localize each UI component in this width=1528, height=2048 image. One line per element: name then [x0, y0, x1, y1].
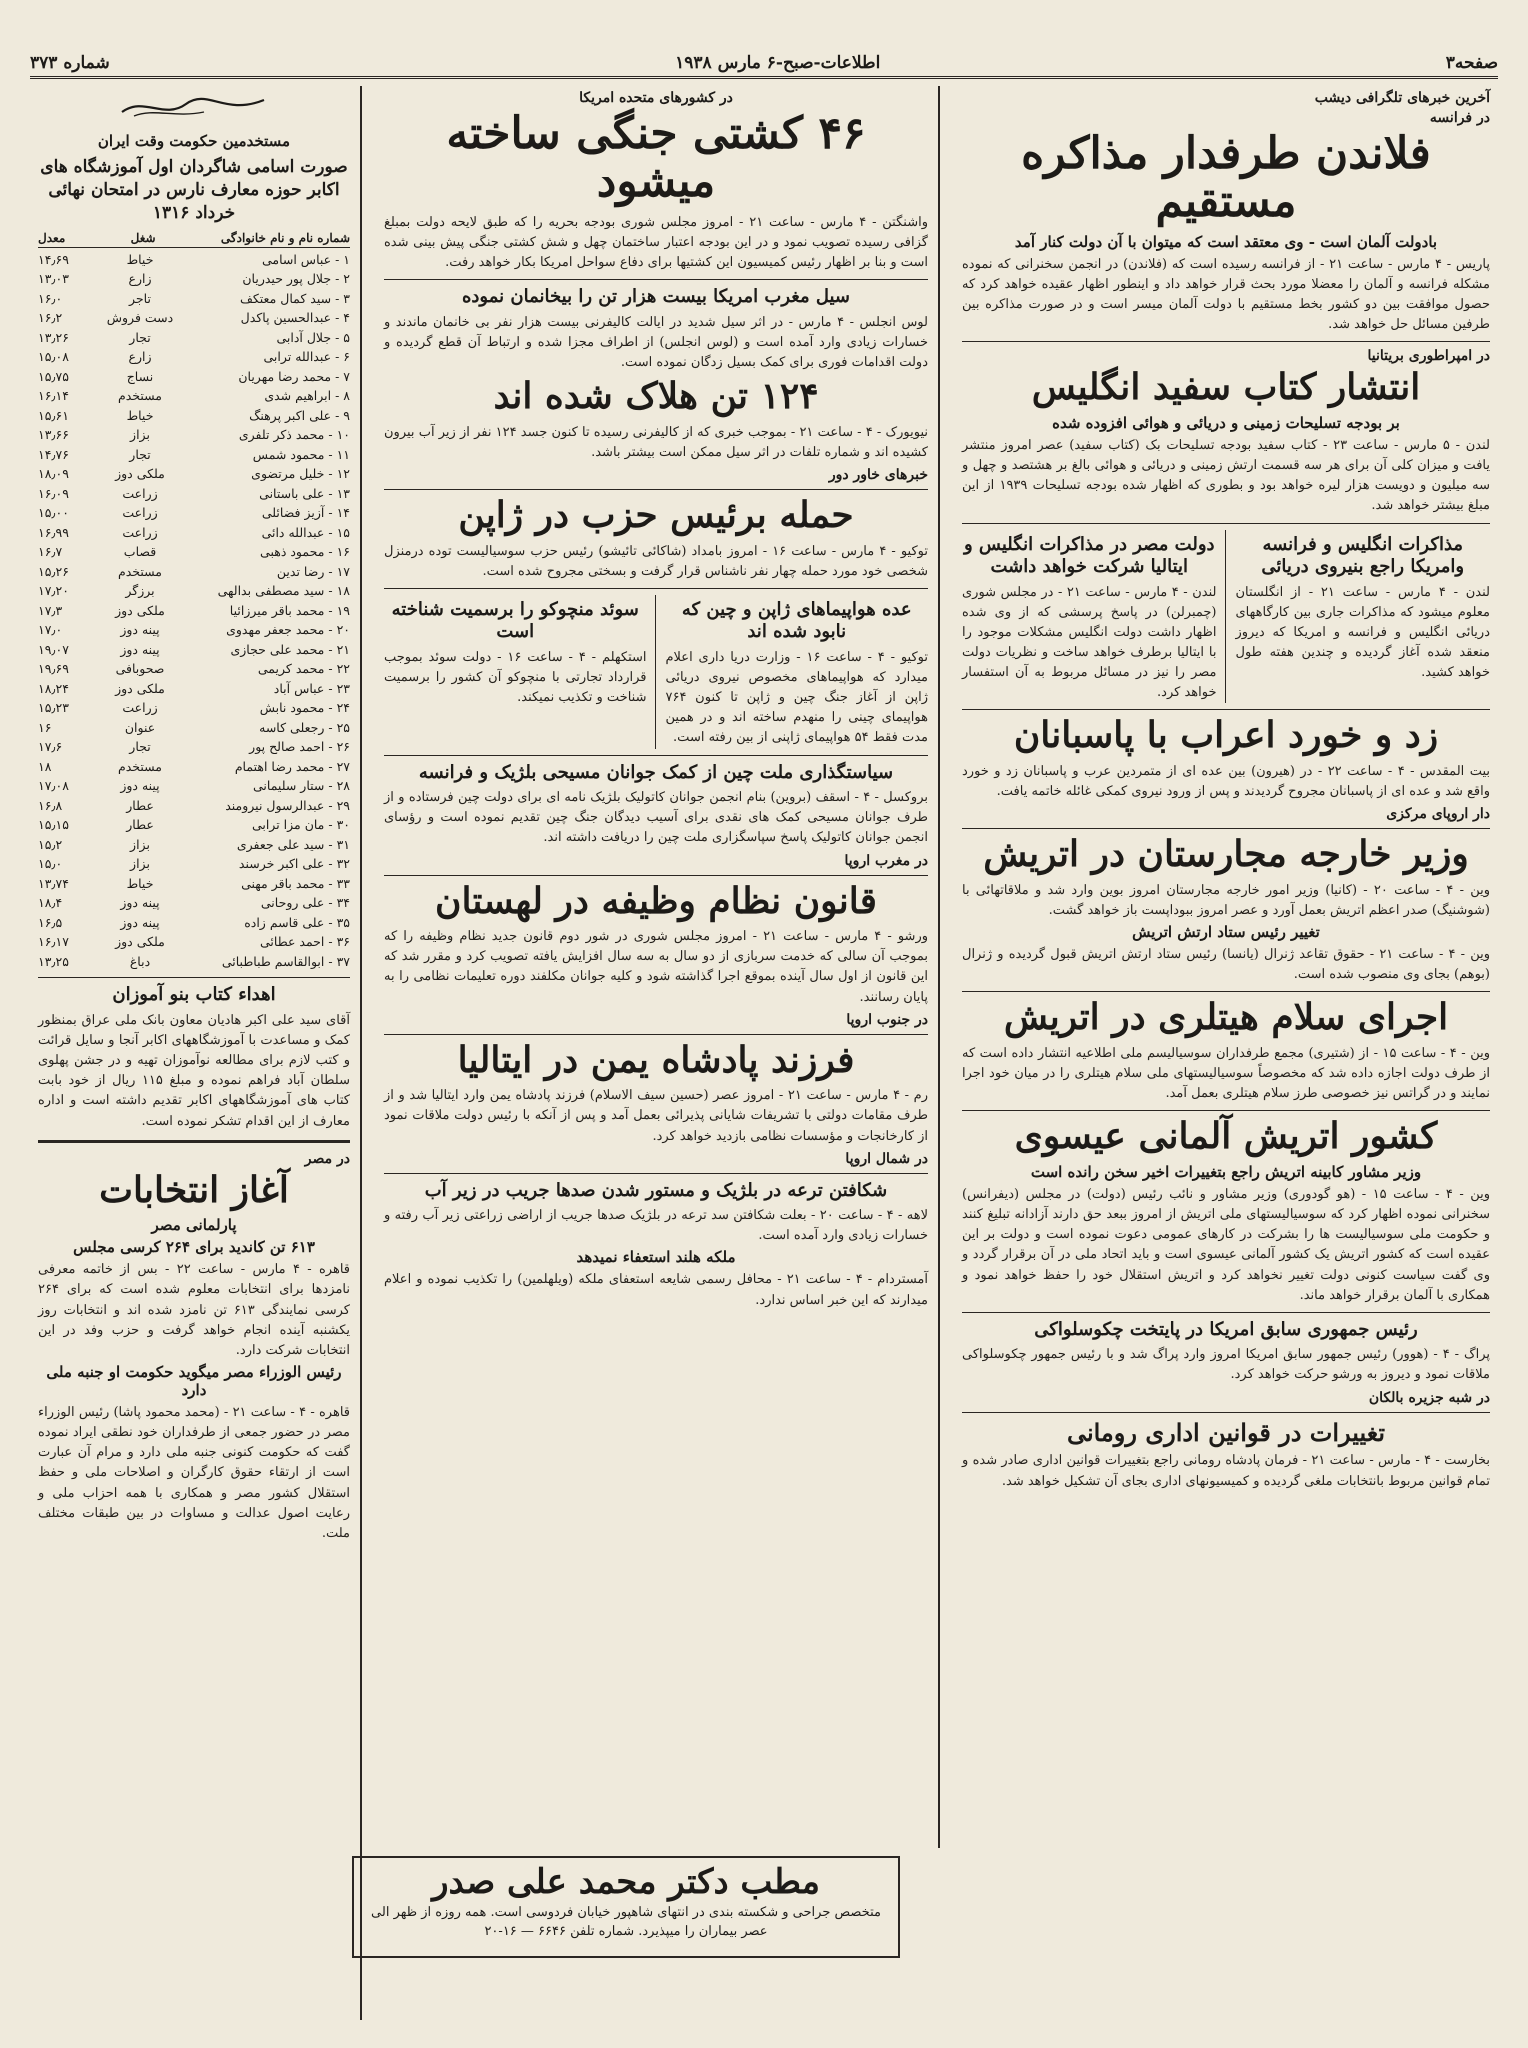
divider — [38, 1140, 350, 1143]
article-124-dead: نیویورک - ۴ - ساعت ۲۱ - بموجب خبری که از کالیفرنی رسیده تا کنون جسد ۱۲۴ نفر از زیر آب بیرون کشیده اند و شماره تلفات در اثر سیل ممکن است بیشتر باشد. — [384, 424, 928, 460]
article-hungary-minister: وین - ۴ - ساعت ۲۰ - (کانیا) وزیر امور خارجه مجارستان امروز بوین وارد شد و ملاقاتهائی با (شوشنیگ) صدر اعظم اتریش بعمل آورد و عصر امروز ببوداپست باز خواهد گشت. — [962, 882, 1490, 918]
roster-job: زراعت — [122, 505, 158, 521]
roster-job: پینه دوز — [120, 895, 160, 911]
divider — [384, 279, 928, 280]
divider — [962, 341, 1490, 342]
roster-name: ۲۹ - عبدالرسول نیرومند — [225, 797, 350, 813]
section-tag-west-europe: در مغرب اروپا — [844, 852, 928, 869]
roster-row — [38, 562, 350, 582]
section-tag-usa: در کشورهای متحده امریکا — [579, 90, 733, 106]
roster-job: خیاط — [126, 875, 154, 891]
roster-job: ملکی دوز — [115, 934, 165, 950]
section-tag-britain: در امپراطوری بریتانیا — [1367, 348, 1490, 365]
roster-row — [38, 542, 350, 562]
roster-score: ۱۹٫۰۷ — [38, 641, 69, 657]
roster-name: ۳ - سید کمال معتکف — [239, 290, 350, 306]
roster-name: ۲۶ - احمد صالح پور — [249, 739, 350, 755]
divider — [384, 1173, 928, 1174]
headline-aircraft-losses: عده هواپیماهای ژاپن و چین که نابود شده اند — [681, 598, 912, 643]
section-tag-balkans: در شبه جزیره بالکان — [1368, 1389, 1490, 1406]
aircraft-row — [384, 595, 928, 749]
roster-name: ۲۵ - رجعلی کاسه — [259, 719, 350, 735]
roster-job: تجار — [129, 329, 151, 345]
middle-column — [374, 86, 940, 1848]
roster-row — [38, 523, 350, 543]
roster-score: ۱۸٫۰۹ — [38, 466, 69, 482]
subhead-egypt-parliament: پارلمانی مصر — [151, 1216, 237, 1235]
roster-job: دست فروش — [106, 310, 174, 326]
divider — [962, 991, 1490, 992]
roster-job: زارع — [128, 349, 152, 365]
headline-124-dead: ۱۲۴ تن هلاک شده اند — [493, 375, 819, 418]
roster-row — [38, 737, 350, 757]
article-dutch-queen: آمستردام - ۴ - ساعت ۲۱ - محافل رسمی شایعه استعفای ملکه (ویلهلمین) را تکذیب نموده و اعلام میدارند که این خبر اساس ندارد. — [384, 1272, 928, 1308]
roster-job: خیاط — [126, 251, 154, 267]
roster-name: ۱۶ - محمود ذهبی — [260, 544, 350, 560]
roster-header-name: شماره نام و نام خانوادگی — [220, 230, 350, 245]
roster-row — [38, 718, 350, 738]
roster-header-job: شغل — [130, 230, 156, 245]
left-column — [28, 86, 362, 2020]
roster-name: ۶ - عبدالله ترابی — [263, 349, 350, 365]
signature-caption: مستخدمین حکومت وقت ایران — [97, 132, 291, 150]
roster-score: ۱۳٫۰۳ — [38, 271, 69, 287]
headline-white-paper: انتشار کتاب سفید انگلیس — [1031, 366, 1421, 409]
roster-job: نساج — [126, 368, 154, 384]
divider — [962, 828, 1490, 829]
roster-job: صحوبافی — [115, 661, 165, 677]
section-tag-egypt: در مصر — [304, 1150, 350, 1167]
headline-china-thanks: سیاستگذاری ملت چین از کمک جوانان مسیحی بلژیک و فرانسه — [418, 761, 894, 783]
roster-job: پینه دوز — [120, 641, 160, 657]
issue-number: شماره ۳۷۳ — [30, 53, 110, 73]
roster-name: ۷ - محمد رضا مهریان — [238, 368, 350, 384]
headline-hitler-salute: اجرای سلام هیتلری در اتریش — [1003, 996, 1449, 1039]
divider — [962, 523, 1490, 524]
roster-row — [38, 854, 350, 874]
subhead-egypt-candidates: ۶۱۳ تن کاندید برای ۲۶۴ کرسی مجلس — [73, 1238, 315, 1257]
roster-row — [38, 659, 350, 679]
article-egypt-pm: قاهره - ۴ - ساعت ۲۱ - (محمد محمود پاشا) رئیس الوزراء مصر در حضور جمعی از طرفداران خود نطقی ایراد نموده گفت که حکومت کنونی جنبه ملی دارد و مرام آن عبارت است از ارتقاء حقوق کارگران و اصلاحات ملی و حفظ استقلال کشور مصر و همکاری با همه احزاب ملی و رعایت اصول عدالت و مساوات در بین طبقات مختلف ملت. — [38, 1404, 351, 1541]
roster-score: ۱۵٫۷۵ — [38, 368, 69, 384]
roster-name: ۳۰ - مان مزا ترابی — [251, 817, 350, 833]
roster-score: ۱۹٫۶۹ — [38, 661, 69, 677]
roster-score: ۱۶٫۲ — [38, 310, 63, 326]
subhead-austria-christian: وزیر مشاور کابینه اتریش راجع بتغییرات اخیر سخن رانده است — [1030, 1162, 1422, 1181]
roster-name: ۱۴ - آزیز فضائلی — [261, 505, 350, 521]
roster-job: خیاط — [126, 407, 154, 423]
roster-name: ۹ - علی اکبر پرهنگ — [249, 407, 350, 423]
roster-name: ۳۵ - علی قاسم زاده — [244, 914, 350, 930]
article-sweden-manchukuo: استکهلم - ۴ - ساعت ۱۶ - دولت سوئد بموجب قرارداد تجارتی با منچوکو آن کشور را برسمیت شناخت و تکذیب نمیکند. — [384, 649, 647, 706]
article-clash: بیت المقدس - ۴ - ساعت ۲۲ - در (هیرون) بین عده ای از متمردین عرب و پاسبانان زد و خورد واقع شد و عده ای از پاسبانان مجروح گردیدند و پس از ورود نیروی کمکی غائله خاتمه یافت. — [962, 763, 1490, 800]
headline-clash: زد و خورد اعراب با پاسبانان — [1013, 714, 1439, 757]
roster-name: ۲۲ - محمد کریمی — [257, 661, 350, 677]
naval-talks-row — [962, 530, 1490, 704]
article-chief-of-staff: وین - ۴ - ساعت ۲۱ - حقوق تقاعد ژنرال (یانسا) رئیس ستاد ارتش اتریش قبول گردیده و ژنرال (بوهم) بجای وی منصوب شده است. — [962, 947, 1490, 983]
roster-score: ۱۶٫۰ — [38, 290, 63, 306]
roster-score: ۱۳٫۶۶ — [38, 427, 69, 443]
roster-job: بزاز — [130, 836, 150, 852]
roster-score: ۱۴٫۷۶ — [38, 446, 69, 462]
roster-job: عطار — [126, 817, 154, 833]
roster-score: ۱۷٫۲۰ — [38, 583, 69, 599]
roster-job: ملکی دوز — [115, 602, 165, 618]
roster-score: ۱۶٫۸ — [38, 797, 63, 813]
roster-row — [38, 874, 350, 894]
headline-sweden-manchukuo: سوئد منچوکو را برسمیت شناخته است — [391, 598, 639, 643]
roster-name: ۳۳ - محمد باقر مهنی — [241, 875, 350, 891]
subhead-flandin: بادولت آلمان است - وی معتقد است که میتوان با آن دولت کنار آمد — [1014, 232, 1438, 251]
roster-score: ۱۳٫۲۵ — [38, 953, 69, 969]
roster-row — [38, 347, 350, 367]
roster-name: ۱۷ - رضا تدین — [276, 563, 350, 579]
headline-hungary-minister: وزیر خارجه مجارستان در اتریش — [983, 833, 1469, 876]
roster-score: ۱۸٫۴ — [38, 895, 63, 911]
roster-row — [38, 289, 350, 309]
roster-job: تاجر — [129, 290, 151, 306]
headline-warships: ۴۶ کشتی جنگی ساخته میشود — [446, 108, 866, 208]
section-tag-north-europe: در شمال اروپا — [845, 1150, 928, 1167]
article-egypt-elections: قاهره - ۴ مارس - ساعت ۲۲ - بس از خاتمه معرفی نامزدها برای انتخابات معلوم شده است که برای ۲۶۴ کرسی نمایندگی ۶۱۳ تن نامزد شده اند و انتخابات روز یکشنبه آینده انجام خواهد گرفت و حزب وفد در این انتخابات شرکت دارد. — [38, 1262, 351, 1358]
headline-egypt-elections: آغاز انتخابات — [99, 1168, 289, 1211]
roster-row — [38, 406, 350, 426]
page-number: صفحه۳ — [1445, 53, 1498, 73]
roster-score: ۱۷٫۰۸ — [38, 778, 69, 794]
roster-score: ۱۵٫۰۰ — [38, 505, 69, 521]
divider — [384, 489, 928, 490]
divider — [384, 1034, 928, 1035]
roster-name: ۱ - عباس اسامی — [261, 251, 350, 267]
divider — [962, 1110, 1490, 1111]
doctor-advertisement — [352, 1856, 900, 1958]
article-poland-conscription: ورشو - ۴ مارس - ساعت ۲۱ - امروز مجلس شوری در شور دوم قانون جدید نظام وظیفه را که بموجب آن سالی که خدمت سربازی از دو سال به سه سال افزایش یافته تصویب کرد و مقرر شد که این قانون از اول سال آینده بموقع اجرا گذاشته شود و کلیه جوانان مکلفند دوره تعلیمات نظامی را به پایان رسانند. — [384, 929, 928, 1005]
divider — [38, 977, 350, 978]
headline-japan-attack: حمله برئیس حزب در ژاپن — [458, 494, 854, 536]
roster-job: مستخدم — [118, 563, 162, 579]
roster-name: ۲۰ - محمد جعفر مهدوی — [226, 622, 350, 638]
roster-row — [38, 815, 350, 835]
roster-row — [38, 445, 350, 465]
roster-row — [38, 620, 350, 640]
roster-job: بزاز — [130, 856, 150, 872]
roster-row — [38, 269, 350, 289]
article-belgium-flood: لاهه - ۴ - ساعت ۲۰ - بعلت شکافتن سد ترعه در بلژیک صدها جریب از اراضی زراعتی زیر آب رفته و خسارات زیادی وارد آمده است. — [384, 1208, 928, 1244]
section-tag-south-europe: در جنوب اروپا — [846, 1011, 928, 1028]
article-china-thanks: بروکسل - ۴ - اسقف (بروین) بنام انجمن جوانان کاتولیک بلژیک نامه ای برای دولت چین فرستاده و از طرف جوانان مسیحی کمک های نقدی برای آسیب دیدگان جنگ چین تقدیم نموده است و رؤسای انجمن جوانان کاتولیک پاسخ سپاسگزاری ملت چین را دریافت داشته اند. — [384, 790, 929, 846]
headline-belgium-flood: شکافتن ترعه در بلژیک و مستور شدن صدها جریب در زیر آب — [424, 1179, 888, 1201]
roster-row — [38, 328, 350, 348]
roster-row — [38, 893, 350, 913]
roster-score: ۱۵٫۲۶ — [38, 563, 69, 579]
roster-job: عنوان — [124, 719, 156, 735]
roster-row — [38, 425, 350, 445]
roster-row — [38, 386, 350, 406]
right-column — [952, 86, 1500, 2020]
article-warships: واشنگتن - ۴ مارس - ساعت ۲۱ - امروز مجلس شوری بودجه بحریه را که طبق لایحه دولت بمبلغ گزافی رسیده تصویب نمود و در این بودجه اعتبار ساختمان چهل و شش کشتی جنگی پیش بینی شده است و بنا بر اظهار رئیس کمیسیون این کشتیها برای دفاع سواحل امریکا بکار خواهد رفت. — [384, 214, 928, 271]
roster-name: ۲۷ - محمد رضا اهتمام — [234, 758, 350, 774]
headline-romania-laws: تغییرات در قوانین اداری رومانی — [1066, 1417, 1386, 1447]
roster-name: ۳۷ - ابوالقاسم طباطبائی — [221, 953, 350, 969]
roster-name: ۳۱ - سید علی جعفری — [236, 836, 350, 852]
roster-name: ۱۵ - عبدالله دائی — [261, 524, 350, 540]
roster-name: ۲۸ - ستار سلیمانی — [253, 778, 350, 794]
roster-row — [38, 776, 350, 796]
divider — [962, 709, 1490, 710]
roster-row — [38, 601, 350, 621]
headline-poland-conscription: قانون نظام وظیفه در لهستان — [435, 879, 877, 922]
article-egypt-talks: لندن - ۴ مارس - ساعت ۲۱ - در مجلس شوری (چمبرلن) در پاسخ پرسشی که از وی شده اظهار داشت دولت انگلیس مشکلات موجود را با ایتالیا برطرف خواهد ساخت و نظریات دولت مصر را نیز در مسائل مربوط به آن استفسار خواهد کرد. — [962, 584, 1217, 701]
headline-egypt-pm: رئیس الوزراء مصر میگوید حکومت او جنبه ملی دارد — [46, 1362, 342, 1399]
article-flandin: پاریس - ۴ مارس - ساعت ۲۱ - از فرانسه رسیده است که (فلاندن) در انجمن سخنرانی که نموده مشکله فرانسه و آلمان را معضلا مورد بحث قرار خواهد داد و اینطور اظهار عقیده خواهد کرد که حصول موافقت بین دو کشور بخط مستقیم با دولت آلمان میسر است و در صورت مذاکره بین طرفین مسائل حل خواهد شد. — [962, 256, 1490, 333]
roster-score: ۱۵٫۰ — [38, 856, 63, 872]
article-white-paper: لندن - ۵ مارس - ساعت ۲۳ - کتاب سفید بودجه تسلیحات بک (کتاب سفید) عصر امروز منتشر یافت و میزان کلی آن برای هر سه قسمت ارتش زمینی و دریائی و هوائی بالغ بر هشتصد و چهل و سه میلیون و دویست هزار لیره خواهد بود و بطوری که اظهار شده بودجه تسلیحات ۱۹۳۹ از این مبلغ بیشتر خواهد شد. — [962, 437, 1491, 514]
article-romania-laws: بخارست - ۴ - مارس - ساعت ۲۱ - فرمان پادشاه رومانی راجع بتغییرات قوانین اداری صادر شده و تمام قوانین مربوط بانتخابات ملغی گردیده و کمیسیونهای اداری بجای آن تشکیل خواهد شد. — [962, 1453, 1490, 1489]
roster-score: ۱۶٫۱۷ — [38, 934, 69, 950]
roster-job: زراعت — [122, 485, 158, 501]
roster-job: بزاز — [130, 427, 150, 443]
roster-score: ۱۶ — [38, 719, 52, 735]
signature-logo — [38, 90, 350, 124]
roster-row — [38, 484, 350, 504]
roster-name: ۸ - ابراهیم شدی — [264, 388, 350, 404]
roster-job: پینه دوز — [120, 914, 160, 930]
ad-text: متخصص جراحی و شکسته بندی در انتهای شاهپور خیابان فردوسی است. همه روزه از ظهر الی عصر بیماران را میپذیرد. شماره تلفن ۶۶۴۶ — ۱۶-۲۰ — [371, 1904, 881, 1940]
roster-row — [38, 835, 350, 855]
roster-job: برزگر — [125, 583, 155, 599]
roster-score: ۱۵٫۶۱ — [38, 407, 69, 423]
roster-row — [38, 932, 350, 952]
roster-name: ۴ - عبدالحسین پاکدل — [240, 310, 350, 326]
article-yemen-prince: رم - ۴ مارس - ساعت ۲۱ - امروز عصر (حسین سیف الاسلام) فرزند پادشاه یمن وارد ایتالیا شد و از طرف مقامات دولتی با تشریفات شایانی پذیرائی بعمل آمد و پس از آنکه با رئیس دولت ملاقات نمود از کارخانجات و مؤسسات نظامی بازدید خواهد کرد. — [384, 1088, 928, 1144]
dateline-france: در فرانسه — [1429, 110, 1490, 126]
divider — [384, 588, 928, 589]
roster-name: ۲۱ - محمد علی حجازی — [230, 641, 350, 657]
roster-header — [38, 231, 350, 248]
roster-row — [38, 250, 350, 270]
roster-score: ۱۵٫۱۵ — [38, 817, 69, 833]
divider — [962, 1312, 1490, 1313]
roster-name: ۲۴ - محمود نابش — [259, 700, 350, 716]
roster-job: زارع — [128, 271, 152, 287]
roster-score: ۱۸ — [38, 758, 52, 774]
roster-row — [38, 464, 350, 484]
roster-job: عطار — [126, 797, 154, 813]
roster-score: ۱۳٫۷۴ — [38, 875, 69, 891]
roster-row — [38, 581, 350, 601]
roster-row — [38, 308, 350, 328]
roster-score: ۱۶٫۱۴ — [38, 388, 69, 404]
roster-score: ۱۷٫۳ — [38, 602, 63, 618]
roster-name: ۳۴ - علی روحانی — [260, 895, 350, 911]
roster-name: ۳۲ - علی اکبر خرسند — [238, 856, 350, 872]
roster-score: ۱۴٫۶۹ — [38, 251, 69, 267]
roster-list — [38, 250, 350, 972]
divider — [962, 1412, 1490, 1413]
article-austria-christian: وین - ۴ - ساعت ۱۵ - (هو گودوری) وزیر مشاور و نائب رئیس (دولت) در مجلس (دیفرانس) سخنرانی نموده اظهار کرد که سوسیالیستهای ملی اتریش از امروز ببعد حق دارند آزادانه تبلیغ کنند و حکومت ملی سوسیالیست ها را بشرکت در کارهای عمومی دعوت نموده است و دولت بر این عقیده است که کشور اتریش یک کشور آلمانی عیسوی است و باید اتحاد ملی در آن برقرار گردد و وی گفت سیاست کنونی دولت تغییر نخواهد کرد و اتریش استقلال خود را حفظ خواهد نمود و همکاری با آلمان برقرار خواهد ماند. — [962, 1186, 1491, 1303]
roster-score: ۱۵٫۰۸ — [38, 349, 69, 365]
roster-score: ۱۶٫۰۹ — [38, 485, 69, 501]
roster-job: تجار — [129, 739, 151, 755]
roster-job: دباغ — [129, 953, 151, 969]
roster-name: ۱۸ - سید مصطفی بدالهی — [217, 583, 350, 599]
roster-score: ۱۷٫۶ — [38, 739, 63, 755]
roster-score: ۱۷٫۰ — [38, 622, 63, 638]
roster-name: ۳۶ - احمد عطائی — [260, 934, 350, 950]
subhead-chief-of-staff: تغییر رئیس ستاد ارتش اتریش — [1132, 923, 1320, 942]
roster-row — [38, 698, 350, 718]
section-tag-central-europe: دار اروپای مرکزی — [1386, 806, 1490, 823]
roster-row — [38, 367, 350, 387]
headline-dutch-queen: ملکه هلند استعفاء نمیدهد — [576, 1248, 736, 1267]
roster-row — [38, 503, 350, 523]
section-tag-telegraph: آخرین خبرهای تلگرافی دیشب — [1314, 90, 1490, 106]
article-naval-talks: لندن - ۴ مارس - ساعت ۲۱ - از انگلستان معلوم میشود که مذاکرات جاری بین کارگاههای دریائی انگلیس و فرانسه و امریکا که دیروز منعقد شده آغاز گردیده و چندین هفته طول خواهد کشید. — [1235, 584, 1491, 681]
roster-row — [38, 913, 350, 933]
article-book-donation: آقای سید علی اکبر هادیان معاون بانک ملی عراق بمنظور کمک و مساعدت با آموزشگاههای اکابر آنجا و سایل قرائت و کتب لازم برای مطالعه نوآموزان تهیه و در جشن پهلوی سلطان آباد فراهم نموده و مبلغ ۱۱۵ ریال از خود بابت کتاب های آموزشگاههای اکابر تقدیم داشته است و اداره معارف از این اقدام تشکر نموده است. — [38, 1012, 350, 1129]
ad-title: مطب دکتر محمد علی صدر — [432, 1862, 820, 1902]
roster-header-score: معدل — [38, 230, 66, 245]
roster-title: صورت اسامی شاگردان اول آموزشگاه های اکابر حوزه معارف نارس در امتحان نهائی خرداد ۱۳۱۶ — [40, 157, 348, 223]
divider — [384, 755, 928, 756]
roster-row — [38, 796, 350, 816]
roster-score: ۱۸٫۲۴ — [38, 680, 69, 696]
subhead-white-paper: بر بودجه تسلیحات زمینی و دریائی و هوائی افزوده شده — [1052, 413, 1400, 432]
issue-date: اطلاعات-صبح-۶ مارس ۱۹۳۸ — [675, 53, 881, 73]
headline-flood: سیل مغرب امریکا بیست هزار تن را بیخانمان نموده — [461, 286, 850, 308]
roster-job: زراعت — [122, 700, 158, 716]
divider — [384, 875, 928, 876]
roster-row — [38, 952, 350, 972]
roster-score: ۱۶٫۷ — [38, 544, 63, 560]
roster-row — [38, 757, 350, 777]
headline-yemen-prince: فرزند پادشاه یمن در ایتالیا — [457, 1038, 855, 1081]
headline-book-donation: اهداء کتاب بنو آموزان — [112, 984, 276, 1006]
roster-score: ۱۵٫۲۳ — [38, 700, 69, 716]
article-hitler-salute: وین - ۴ - ساعت ۱۵ - از (شتیری) مجمع طرفداران سوسیالیسم ملی اطلاعیه انتشار داده است که از طرف دولت اجازه داده شد که مخصوصاً سوسیالیستهای ملی سلام هیتلری را در میان خود اجرا نمایند و در گراتس نیز خصوصی طرز سلام هیتلری بعمل آمد. — [962, 1045, 1490, 1102]
roster-row — [38, 679, 350, 699]
signature-icon — [114, 90, 274, 124]
roster-name: ۱۱ - محمود شمس — [252, 446, 350, 462]
roster-job: قصاب — [123, 544, 157, 560]
roster-name: ۲ - جلال پور حیدریان — [242, 271, 350, 287]
article-aircraft-losses: توکیو - ۴ - ساعت ۱۶ - وزارت دریا داری اعلام میدارد که هواپیماهای مخصوص نیروی دریائی ژاپن از آغاز جنگ چین و ژاپن تا کنون ۷۶۴ هواپیمای چینی را منهدم ساخته اند و در همین مدت فقط ۵۴ هواپیمای ژاپنی از بین رفته است. — [665, 649, 928, 746]
roster-score: ۱۶٫۵ — [38, 914, 63, 930]
article-flood: لوس انجلس - ۴ مارس - در اثر سیل شدید در ایالت کالیفرنی بیست هزار نفر بی خانمان ماندند و خسارات زیادی وارد آمده است و (لوس انجلس) از اطراف مجزا شده و ارتباط آن قطع گردیده و دولت اقدامات فوری برای کمک بسیل زدگان نموده است. — [384, 314, 928, 370]
roster-name: ۵ - جلال آدابی — [276, 329, 350, 345]
headline-hoover-prague: رئیس جمهوری سابق امریکا در پایتخت چکوسلواکی — [1034, 1318, 1418, 1340]
roster-job: مستخدم — [118, 388, 162, 404]
roster-job: ملکی دوز — [115, 466, 165, 482]
roster-name: ۲۳ - عباس آباد — [273, 680, 350, 696]
roster-job: پینه دوز — [120, 778, 160, 794]
roster-name: ۱۲ - خلیل مرتضوی — [251, 466, 350, 482]
roster-score: ۱۳٫۲۶ — [38, 329, 69, 345]
article-hoover-prague: پراگ - ۴ - (هوور) رئیس جمهور سابق امریکا امروز وارد پراگ شد و با رئیس جمهور چکوسلواکی ملاقات نمود و دیروز به ورشو حرکت خواهد کرد. — [962, 1347, 1490, 1383]
headline-austria-christian: کشور اتریش آلمانی عیسوی — [1014, 1115, 1438, 1158]
roster-score: ۱۵٫۲ — [38, 836, 63, 852]
masthead — [30, 50, 1498, 79]
article-japan-attack: توکیو - ۴ مارس - ساعت ۱۶ - امروز بامداد (شاکائی تائیشو) رئیس حزب سوسیالیست توده درمنزل شخصی خود مورد حمله چهار نفر ناشناس قرار گرفت و بسختی مجروح شده است. — [384, 543, 928, 579]
roster-job: تجار — [129, 446, 151, 462]
section-tag-far-east: خبرهای خاور دور — [828, 467, 928, 483]
roster-job: پینه دوز — [120, 622, 160, 638]
roster-row — [38, 640, 350, 660]
headline-egypt-talks: دولت مصر در مذاکرات انگلیس و ایتالیا شرکت خواهد داشت — [963, 533, 1215, 577]
headline-naval-talks: مذاکرات انگلیس و فرانسه وامریکا راجع بنیروی دریائی — [1261, 533, 1465, 577]
roster-job: ملکی دوز — [115, 680, 165, 696]
roster-name: ۱۰ - محمد ذکر تلفری — [238, 427, 350, 443]
roster-name: ۱۹ - محمد باقر میرزائیا — [229, 602, 350, 618]
roster-score: ۱۶٫۹۹ — [38, 524, 69, 540]
roster-name: ۱۳ - علی باستانی — [259, 485, 350, 501]
roster-job: زراعت — [122, 524, 158, 540]
headline-flandin: فلاندن طرفدار مذاکره مستقیم — [1021, 128, 1431, 228]
roster-job: مستخدم — [118, 758, 162, 774]
